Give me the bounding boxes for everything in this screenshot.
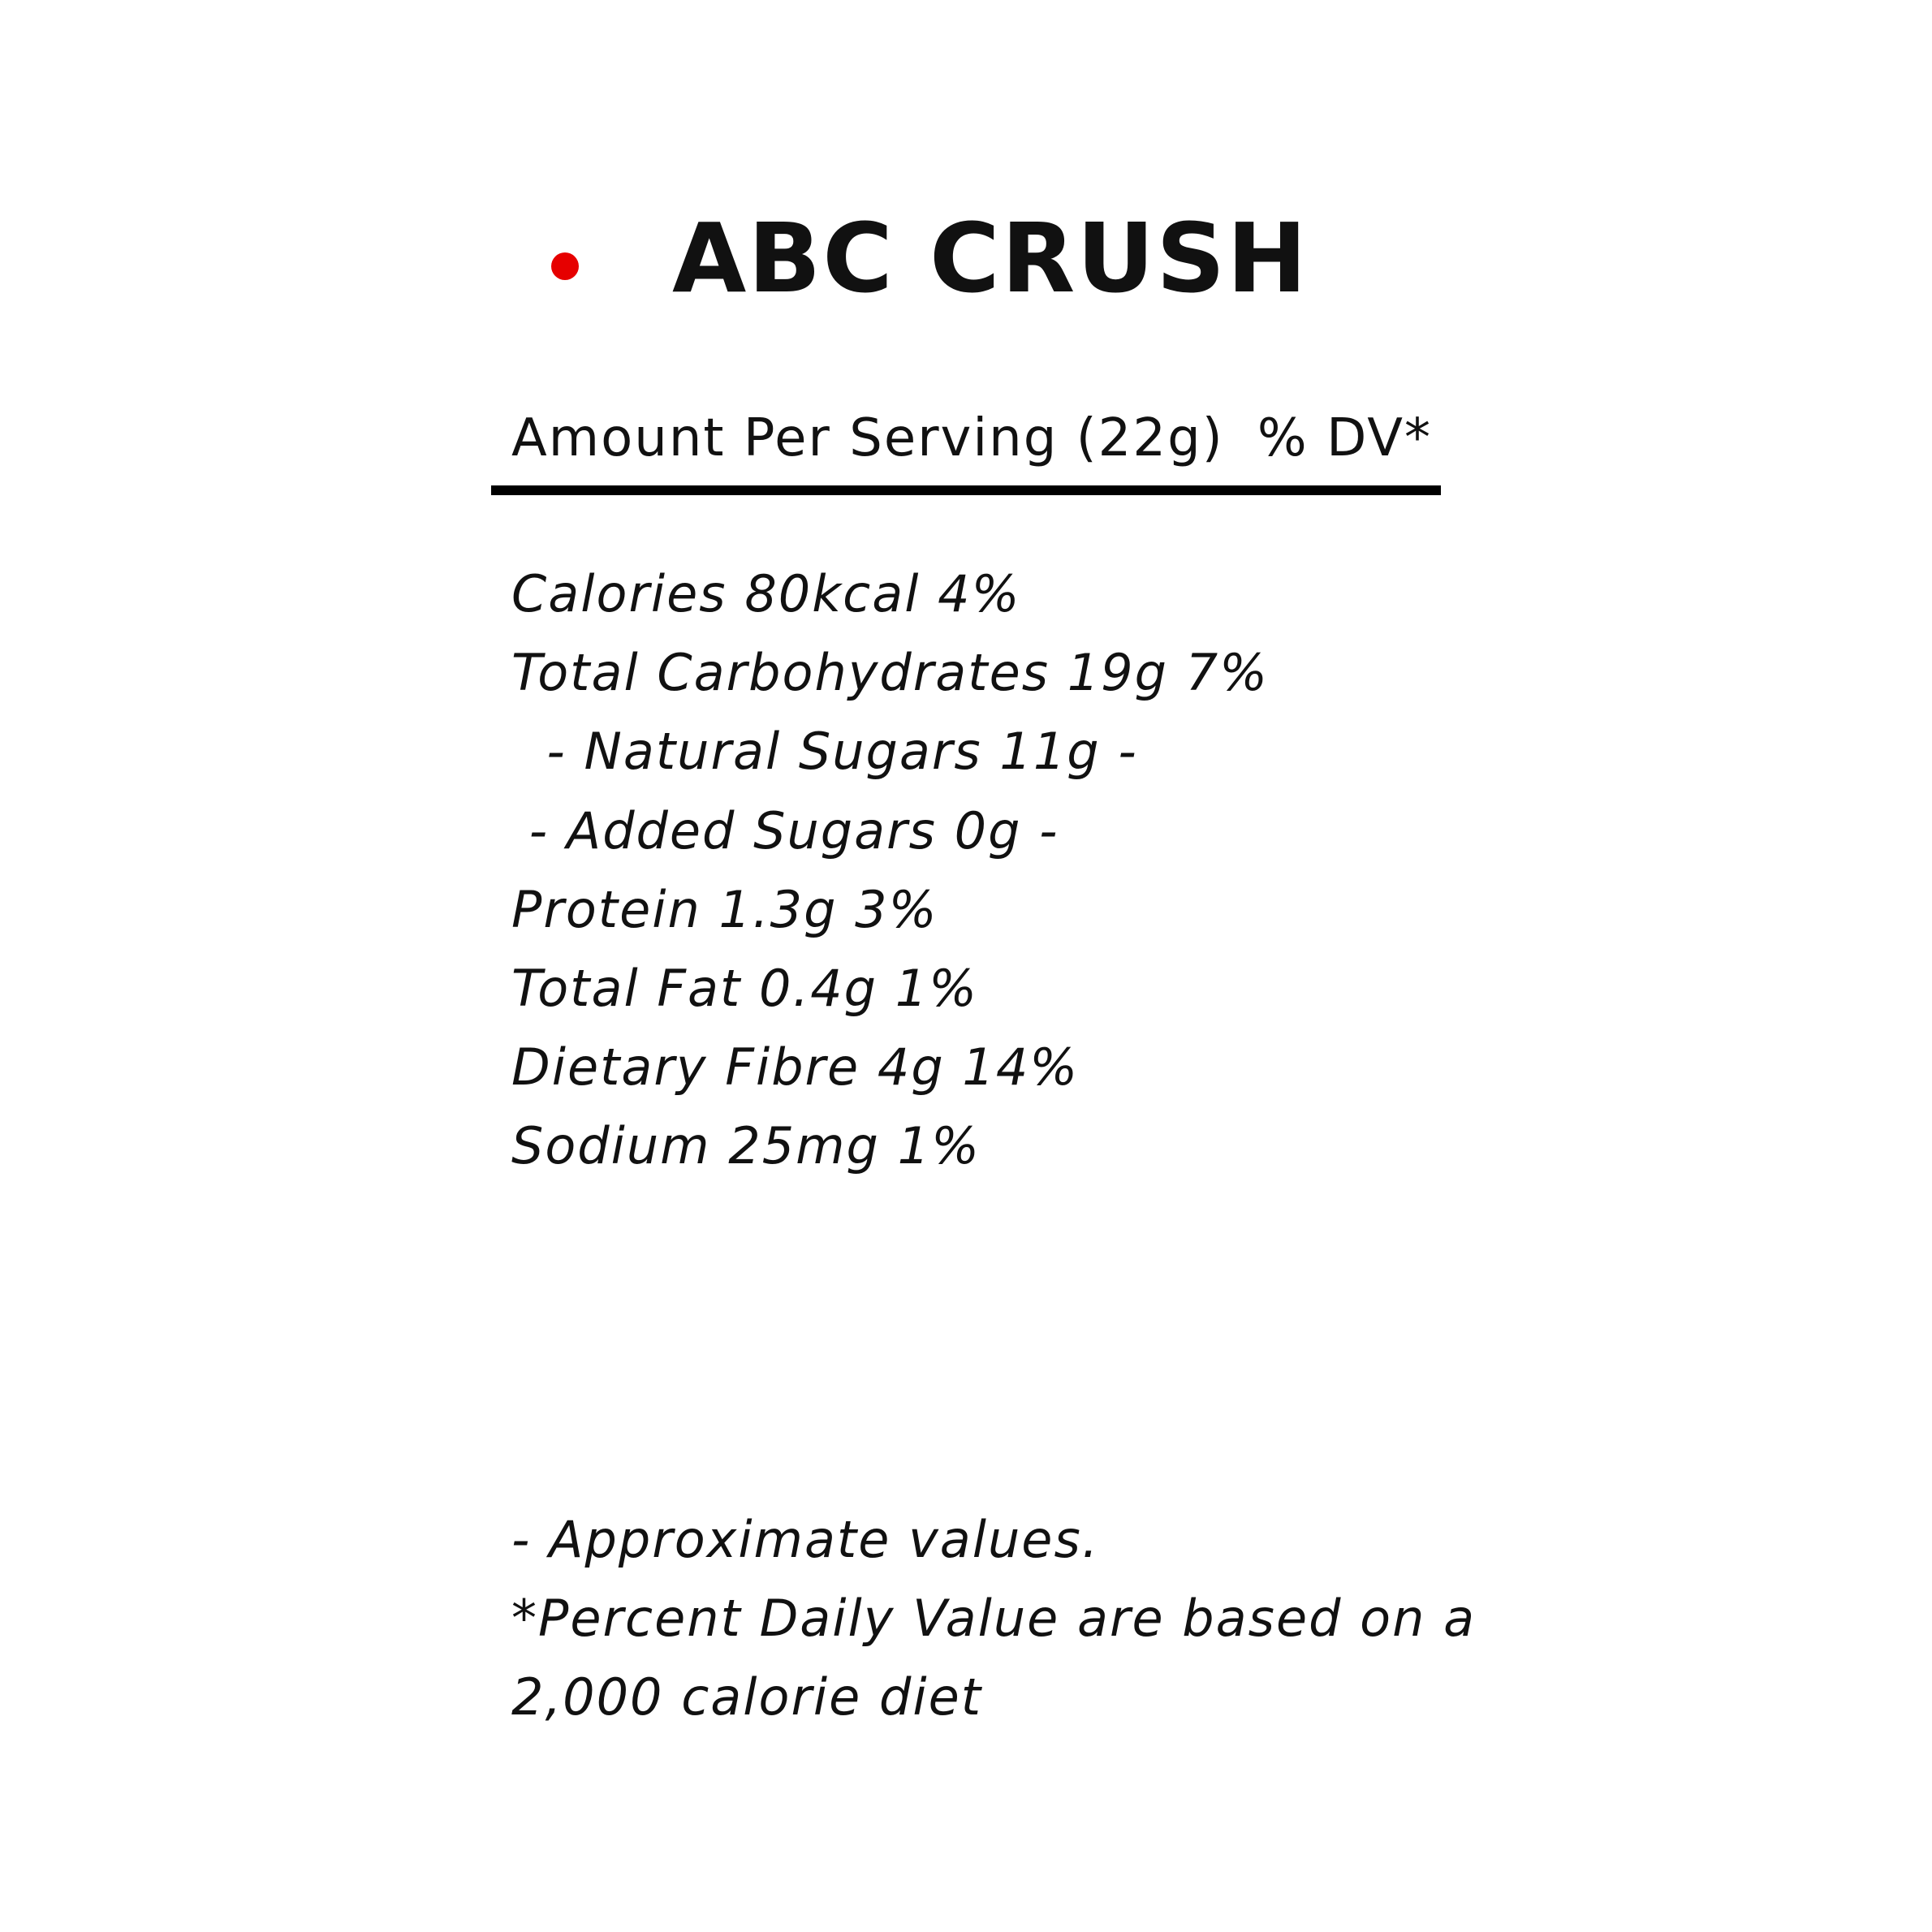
serving-header: [511, 406, 1432, 471]
nutrient-dietary-fibre: Dietary Fibre 4g 14%: [511, 1037, 1080, 1098]
nutrient-protein: Protein 1.3g 3%: [511, 879, 938, 939]
nutrient-added-sugars: - Added Sugars 0g -: [511, 800, 1059, 860]
nutrient-list: [511, 558, 1269, 1189]
nutrient-calories: Calories 80kcal 4%: [511, 564, 1021, 623]
footnote-daily-value-line-1: *Percent Daily Value are based on a: [511, 1589, 1477, 1648]
footnotes: [511, 1503, 1476, 1740]
footnote-approximate: - Approximate values.: [511, 1510, 1100, 1569]
nutrient-total-fat: Total Fat 0.4g 1%: [511, 958, 979, 1018]
header-divider: [491, 485, 1441, 495]
nutrient-sodium: Sodium 25mg 1%: [511, 1116, 981, 1176]
footnote-daily-value-line-2: 2,000 calorie diet: [511, 1667, 983, 1727]
bullet-dot-icon: [551, 252, 579, 280]
product-title: ABC CRUSH: [672, 202, 1309, 314]
nutrient-total-carbohydrates: Total Carbohydrates 19g 7%: [511, 643, 1270, 703]
daily-value-label: % DV*: [1257, 408, 1432, 468]
amount-per-serving-label: Amount Per Serving (22g): [511, 408, 1224, 468]
nutrient-natural-sugars: - Natural Sugars 11g -: [511, 722, 1138, 782]
